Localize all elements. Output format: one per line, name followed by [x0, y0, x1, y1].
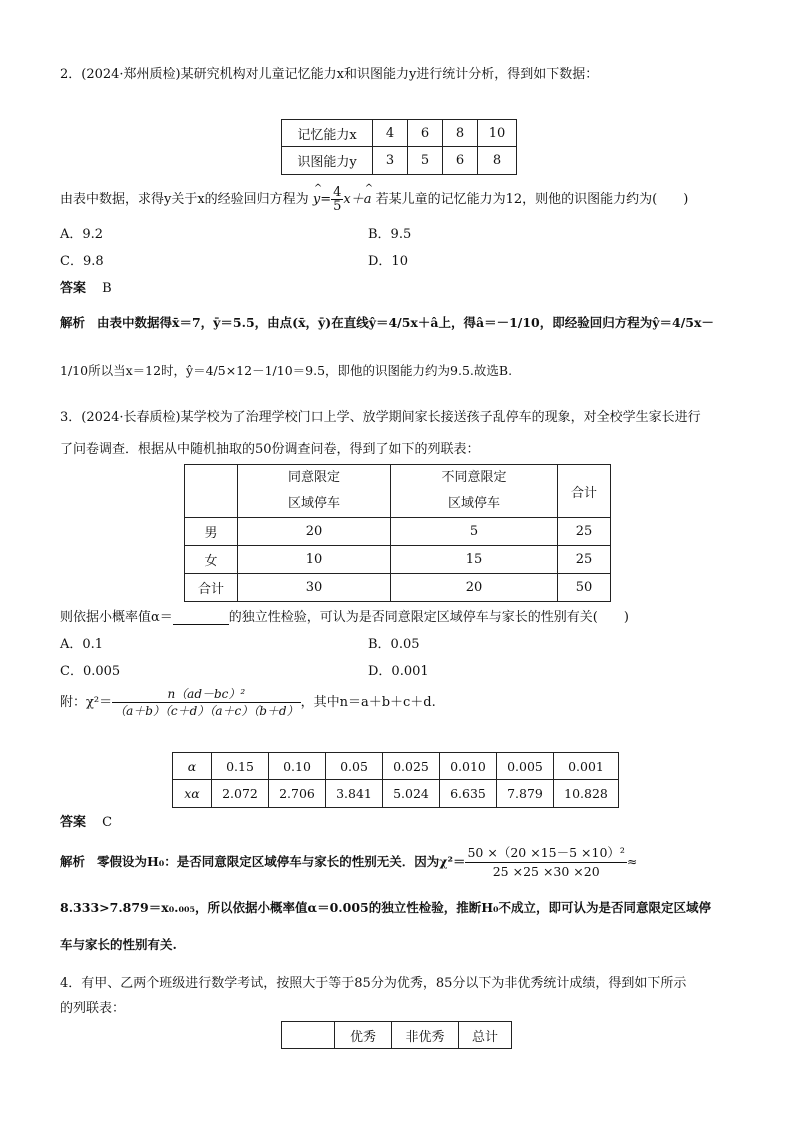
table-row [282, 147, 517, 175]
eq-fraction [331, 186, 343, 213]
eq-num: 4 [333, 185, 342, 200]
analysis-frac-den: 25 ×25 ×30 ×20 [492, 864, 600, 879]
table-header-cell [391, 465, 558, 518]
table-cell: 0.10 [269, 753, 326, 780]
q2-answer [60, 277, 112, 296]
q3-stem-line2: 了问卷调查．根据从中随机抽取的50份调查问卷，得到了如下的列联表： [60, 442, 480, 457]
table-cell: 0.05 [326, 753, 383, 780]
table-cell: 15 [391, 546, 558, 574]
table-cell: 合计 [185, 574, 238, 602]
answer-blank[interactable] [173, 612, 229, 625]
table-cell: 0.025 [383, 753, 440, 780]
table-cell: 6 [443, 147, 478, 175]
table-cell: 2.706 [269, 780, 326, 808]
analysis-fraction [465, 844, 626, 881]
table-cell: 0.15 [212, 753, 269, 780]
table-header-cell: 总计 [459, 1022, 512, 1049]
table-cell [282, 1022, 335, 1049]
table-cell: 6.635 [440, 780, 497, 808]
q3-answer [60, 811, 112, 830]
table-header-cell: 非优秀 [392, 1022, 459, 1049]
table-cell: 30 [238, 574, 391, 602]
header-line: 区域停车 [447, 496, 500, 511]
table-row [173, 780, 619, 808]
table-header-cell: 合计 [558, 465, 611, 518]
table-cell: 0.010 [440, 753, 497, 780]
table-cell: 女 [185, 546, 238, 574]
q4-stem-line2: 的列联表： [60, 1001, 126, 1016]
table-cell: 男 [185, 518, 238, 546]
q4-stem-line1: 4．有甲、乙两个班级进行数学考试，按照大于等于85分为优秀，85分以下为非优秀统计成绩，得到如下所示 [60, 976, 687, 991]
analysis-label: 解析 [60, 315, 86, 330]
header-line: 不同意限定 [441, 470, 507, 485]
table-cell: 10 [478, 120, 517, 147]
eq-den: 5 [333, 199, 342, 214]
table-cell: 25 [558, 546, 611, 574]
answer-label: 答案 [60, 281, 87, 296]
table-cell: 0.005 [497, 753, 554, 780]
answer-label: 答案 [60, 815, 87, 830]
formula-num: n（ad－bc）² [112, 686, 300, 703]
option-c[interactable]: C．0.005 [60, 664, 121, 679]
table-cell: 识图能力y [282, 147, 373, 175]
table-cell: 0.001 [554, 753, 619, 780]
table-header-cell: 优秀 [335, 1022, 392, 1049]
q3-formula [60, 686, 436, 719]
table-cell: 4 [373, 120, 408, 147]
q3-contingency-table [184, 464, 611, 602]
option-a[interactable]: A．9.2 [60, 227, 104, 242]
eq-rest: x＋ [343, 192, 364, 207]
eq-eq: = [320, 192, 332, 207]
answer-value: C [102, 815, 113, 830]
table-row [173, 753, 619, 780]
table-cell: 20 [238, 518, 391, 546]
q2-question-a: 由表中数据，求得y关于x的经验回归方程为 [60, 192, 309, 207]
table-cell: 7.879 [497, 780, 554, 808]
table-header-cell [238, 465, 391, 518]
table-cell [185, 465, 238, 518]
table-row [185, 465, 611, 518]
table-cell: 3.841 [326, 780, 383, 808]
q3-analysis-line3: 车与家长的性别有关. [60, 937, 177, 952]
table-cell: 2.072 [212, 780, 269, 808]
table-row [282, 120, 517, 147]
analysis-label: 解析 [60, 854, 86, 869]
formula-label: 附：χ²＝ [60, 695, 113, 710]
table-cell: 50 [558, 574, 611, 602]
table-cell: 20 [391, 574, 558, 602]
formula-fraction [112, 686, 300, 719]
table-cell: 5 [408, 147, 443, 175]
table-cell: 10.828 [554, 780, 619, 808]
table-cell: 5.024 [383, 780, 440, 808]
table-cell: 3 [373, 147, 408, 175]
table-cell: 5 [391, 518, 558, 546]
q3-stem-line1: 3．(2024·长春质检)某学校为了治理学校门口上学、放学期间家长接送孩子乱停车的现象，对全校学生家长进行 [60, 410, 701, 425]
table-cell: α [173, 753, 212, 780]
option-b[interactable]: B．0.05 [368, 637, 420, 652]
analysis-approx: ≈ [626, 854, 638, 869]
header-line: 区域停车 [287, 496, 340, 511]
q2-stem: 2．(2024·郑州质检)某研究机构对儿童记忆能力x和识图能力y进行统计分析，得到如下数据： [60, 67, 599, 82]
q2-analysis-line2: 1/10所以当x＝12时，ŷ＝4/5×12－1/10＝9.5，即他的识图能力约为9.5.故选B. [60, 363, 513, 378]
header-line: 同意限定 [287, 470, 340, 485]
analysis-text: 由表中数据得x̄＝7，ȳ＝5.5，由点(x̄，ȳ)在直线ŷ＝4/5x＋â上，得â＝－1/10，即经验回归方程为ŷ＝4/5x－ [97, 315, 714, 330]
table-cell: xα [173, 780, 212, 808]
table-row [185, 546, 611, 574]
option-c[interactable]: C．9.8 [60, 254, 104, 269]
table-cell: 10 [238, 546, 391, 574]
table-cell: 8 [478, 147, 517, 175]
analysis-frac-num: 50 ×（20 ×15－5 ×10）² [465, 844, 626, 863]
formula-tail: ，其中n＝a＋b＋c＋d. [300, 695, 436, 710]
q3-analysis-line2: 8.333>7.879＝x₀.₀₀₅，所以依据小概率值α＝0.005的独立性检验，推断H₀不成立，即可认为是否同意限定区域停 [60, 900, 712, 915]
q2-analysis-line1 [60, 313, 714, 331]
q3-analysis-line1 [60, 844, 637, 881]
table-cell: 8 [443, 120, 478, 147]
option-d[interactable]: D．0.001 [368, 664, 429, 679]
table-row [185, 518, 611, 546]
table-cell: 记忆能力x [282, 120, 373, 147]
eq-y: ^ y [313, 192, 320, 207]
table-row [185, 574, 611, 602]
option-b[interactable]: B．9.5 [368, 227, 412, 242]
q3-question-b: 的独立性检验，可认为是否同意限定区域停车与家长的性别有关( ) [228, 610, 629, 625]
q3-question [60, 606, 629, 625]
table-cell: 6 [408, 120, 443, 147]
q2-question [60, 186, 688, 213]
q4-table [281, 1021, 512, 1049]
option-d[interactable]: D．10 [368, 254, 408, 269]
option-a[interactable]: A．0.1 [60, 637, 104, 652]
q2-question-b: 若某儿童的记忆能力为12，则他的识图能力约为( ) [375, 192, 689, 207]
q3-critical-table [172, 752, 619, 808]
eq-a: ^ a [364, 192, 372, 207]
table-cell: 25 [558, 518, 611, 546]
q2-data-table [281, 119, 517, 175]
q3-question-a: 则依据小概率值α＝ [60, 610, 173, 625]
analysis-text: 零假设为H₀：是否同意限定区域停车与家长的性别无关．因为χ²＝ [97, 854, 466, 869]
formula-den: （a＋b）（c＋d）（a＋c）（b＋d） [114, 704, 299, 718]
table-row [282, 1022, 512, 1049]
answer-value: B [102, 281, 112, 296]
